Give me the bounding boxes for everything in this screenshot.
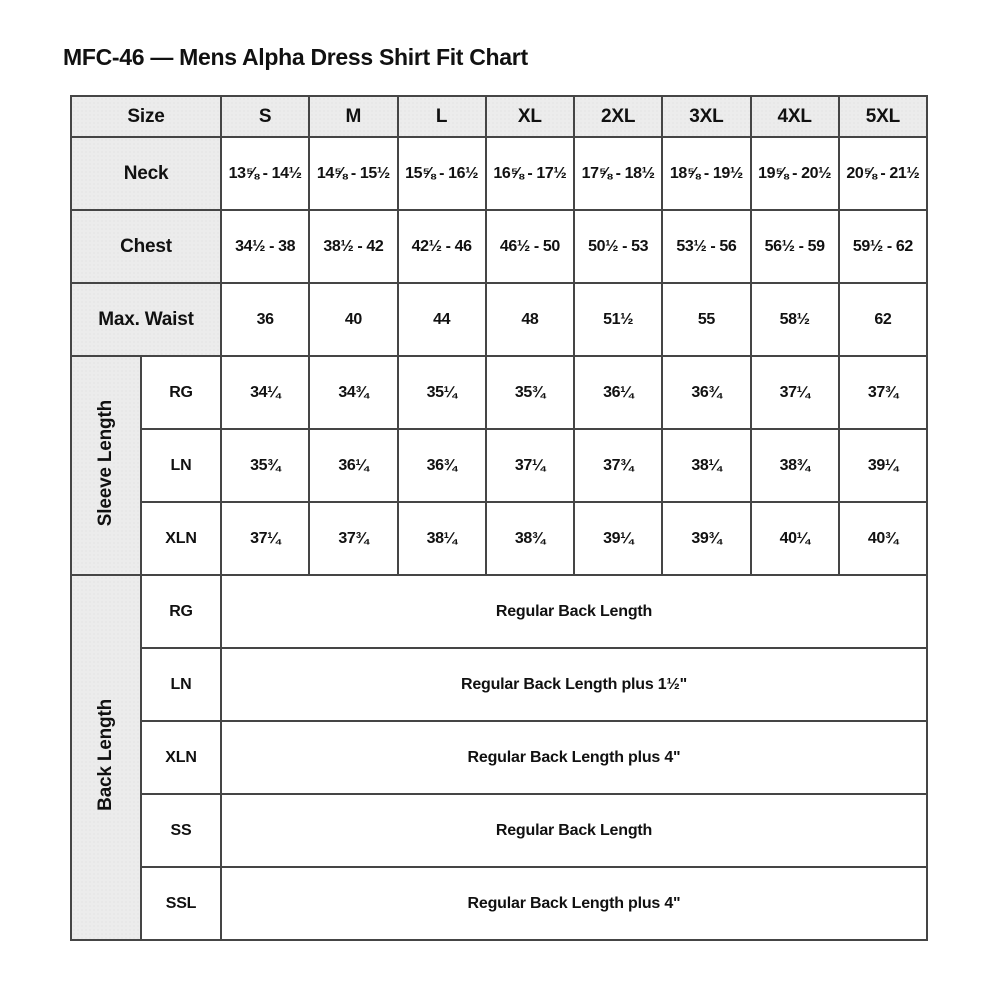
chest-cell: 59½ - 62 xyxy=(839,210,927,283)
back-xln-row xyxy=(71,721,927,794)
page-title: MFC-46 — Mens Alpha Dress Shirt Fit Chart xyxy=(63,44,528,70)
sleeve-xln-cell: 40¼ xyxy=(751,502,839,575)
sleeve-ln-cell: 38¾ xyxy=(751,429,839,502)
max-waist-cell: 36 xyxy=(221,283,309,356)
max-waist-cell: 44 xyxy=(398,283,486,356)
sleeve-rg-cell: 34¾ xyxy=(309,356,397,429)
back-length-vertical-text: Back Length xyxy=(95,699,116,811)
sleeve-rg-cell: 37¼ xyxy=(751,356,839,429)
sleeve-ln-cell: 37¼ xyxy=(486,429,574,502)
chest-row xyxy=(71,210,927,283)
sleeve-rg-cell: 35¾ xyxy=(486,356,574,429)
sleeve-rg-cell: 35¼ xyxy=(398,356,486,429)
chest-cell: 34½ - 38 xyxy=(221,210,309,283)
neck-cell: 19⅝ - 20½ xyxy=(751,137,839,210)
back-code-ssl: SSL xyxy=(141,867,221,940)
sleeve-xln-cell: 37¾ xyxy=(309,502,397,575)
neck-cell: 15⅝ - 16½ xyxy=(398,137,486,210)
neck-cell: 16⅝ - 17½ xyxy=(486,137,574,210)
col-header-5xl: 5XL xyxy=(839,96,927,137)
sleeve-xln-row xyxy=(71,502,927,575)
chest-cell: 38½ - 42 xyxy=(309,210,397,283)
max-waist-row xyxy=(71,283,927,356)
col-header-l: L xyxy=(398,96,486,137)
sleeve-ln-cell: 36¾ xyxy=(398,429,486,502)
sleeve-code-xln: XLN xyxy=(141,502,221,575)
neck-row xyxy=(71,137,927,210)
max-waist-cell: 48 xyxy=(486,283,574,356)
neck-cell: 17⅝ - 18½ xyxy=(574,137,662,210)
col-header-xl: XL xyxy=(486,96,574,137)
col-header-2xl: 2XL xyxy=(574,96,662,137)
back-ss-row xyxy=(71,794,927,867)
sleeve-rg-cell: 36¼ xyxy=(574,356,662,429)
sleeve-rg-row xyxy=(71,356,927,429)
row-label-max-waist: Max. Waist xyxy=(71,283,221,356)
sleeve-ln-cell: 38¼ xyxy=(662,429,750,502)
sleeve-rg-cell: 37¾ xyxy=(839,356,927,429)
neck-cell: 13⅝ - 14½ xyxy=(221,137,309,210)
sleeve-code-ln: LN xyxy=(141,429,221,502)
chest-cell: 46½ - 50 xyxy=(486,210,574,283)
chest-cell: 53½ - 56 xyxy=(662,210,750,283)
chest-cell: 50½ - 53 xyxy=(574,210,662,283)
neck-cell: 14⅝ - 15½ xyxy=(309,137,397,210)
max-waist-cell: 40 xyxy=(309,283,397,356)
sleeve-rg-cell: 36¾ xyxy=(662,356,750,429)
back-ssl-text: Regular Back Length plus 4" xyxy=(221,867,927,940)
sleeve-xln-cell: 39¾ xyxy=(662,502,750,575)
sleeve-xln-cell: 39¼ xyxy=(574,502,662,575)
back-rg-text: Regular Back Length xyxy=(221,575,927,648)
sleeve-length-vertical-text: Sleeve Length xyxy=(95,399,116,527)
row-label-chest: Chest xyxy=(71,210,221,283)
back-length-section-label xyxy=(71,575,141,940)
max-waist-cell: 62 xyxy=(839,283,927,356)
sleeve-code-rg: RG xyxy=(141,356,221,429)
back-code-xln: XLN xyxy=(141,721,221,794)
sleeve-ln-row xyxy=(71,429,927,502)
max-waist-cell: 55 xyxy=(662,283,750,356)
back-xln-text: Regular Back Length plus 4" xyxy=(221,721,927,794)
fit-chart-table xyxy=(70,95,928,941)
max-waist-cell: 51½ xyxy=(574,283,662,356)
back-rg-row xyxy=(71,575,927,648)
col-header-4xl: 4XL xyxy=(751,96,839,137)
max-waist-cell: 58½ xyxy=(751,283,839,356)
sleeve-rg-cell: 34¼ xyxy=(221,356,309,429)
back-ssl-row xyxy=(71,867,927,940)
sleeve-length-section-label xyxy=(71,356,141,575)
col-header-3xl: 3XL xyxy=(662,96,750,137)
back-code-rg: RG xyxy=(141,575,221,648)
sleeve-ln-cell: 36¼ xyxy=(309,429,397,502)
header-row xyxy=(71,96,927,137)
col-header-m: M xyxy=(309,96,397,137)
neck-cell: 18⅝ - 19½ xyxy=(662,137,750,210)
back-ln-row xyxy=(71,648,927,721)
col-header-s: S xyxy=(221,96,309,137)
row-label-neck: Neck xyxy=(71,137,221,210)
sleeve-ln-cell: 35¾ xyxy=(221,429,309,502)
sleeve-xln-cell: 37¼ xyxy=(221,502,309,575)
sleeve-xln-cell: 38¼ xyxy=(398,502,486,575)
sleeve-ln-cell: 39¼ xyxy=(839,429,927,502)
back-code-ln: LN xyxy=(141,648,221,721)
sleeve-xln-cell: 40¾ xyxy=(839,502,927,575)
neck-cell: 20⅝ - 21½ xyxy=(839,137,927,210)
size-header-cell: Size xyxy=(71,96,221,137)
chest-cell: 42½ - 46 xyxy=(398,210,486,283)
sleeve-ln-cell: 37¾ xyxy=(574,429,662,502)
back-ss-text: Regular Back Length xyxy=(221,794,927,867)
chest-cell: 56½ - 59 xyxy=(751,210,839,283)
back-code-ss: SS xyxy=(141,794,221,867)
back-ln-text: Regular Back Length plus 1½" xyxy=(221,648,927,721)
sleeve-xln-cell: 38¾ xyxy=(486,502,574,575)
